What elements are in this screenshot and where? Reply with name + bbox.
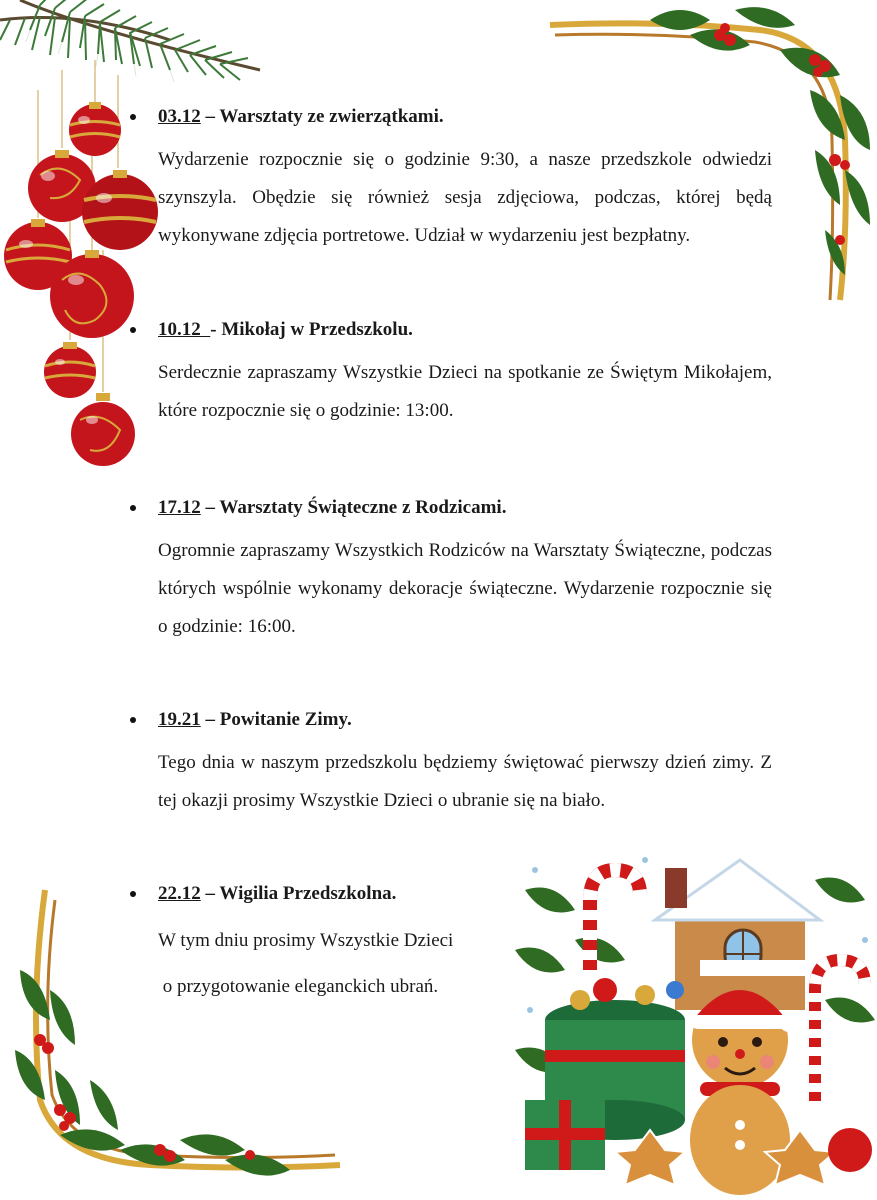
bullet-icon bbox=[130, 505, 136, 511]
event-item bbox=[130, 105, 772, 255]
bullet-icon bbox=[130, 891, 136, 897]
event-description-line: o przygotowanie eleganckich ubrań. bbox=[158, 976, 439, 997]
event-description bbox=[158, 918, 510, 1010]
event-heading bbox=[130, 105, 772, 129]
event-description-text: Serdecznie zapraszamy Wszystkie Dzieci na spotkanie ze Świętym Mikołajem, które rozpocznie się o godzinie: 13:00. bbox=[158, 362, 772, 421]
event-heading bbox=[130, 882, 510, 906]
event-heading bbox=[130, 708, 772, 732]
event-title: – Warsztaty Świąteczne z Rodzicami. bbox=[200, 497, 507, 518]
event-date: 22.12 bbox=[158, 883, 201, 904]
event-description-text: Wydarzenie rozpocznie się o godzinie 9:30, a nasze przedszkole odwiedzi szynszyla. Obędzie się również sesja zdjęciowa, podczas, której będą wykonywane zdjęcia portretowe. Udział w wydarzeniu jest bezpłatny. bbox=[158, 149, 772, 246]
bullet-icon bbox=[130, 327, 136, 333]
bullet-icon bbox=[130, 717, 136, 723]
event-description bbox=[158, 532, 772, 646]
event-item bbox=[130, 318, 772, 430]
event-title: – Wigilia Przedszkolna. bbox=[200, 883, 397, 904]
event-item bbox=[130, 708, 772, 820]
event-heading bbox=[130, 496, 772, 520]
event-date: 17.12 bbox=[158, 497, 201, 518]
event-description-text: Ogromnie zapraszamy Wszystkich Rodziców na Warsztaty Świąteczne, podczas których wspólnie wykonamy dekoracje świąteczne. Wydarzenie rozpocznie się o godzinie: 16:00. bbox=[158, 540, 772, 637]
event-description bbox=[158, 354, 772, 430]
event-item bbox=[130, 496, 772, 646]
event-date: 03.12 bbox=[158, 106, 201, 127]
event-description bbox=[158, 744, 772, 820]
event-description-line: W tym dniu prosimy Wszystkie Dzieci bbox=[158, 930, 454, 951]
event-description-text: Tego dnia w naszym przedszkolu będziemy świętować pierwszy dzień zimy. Z tej okazji prosimy Wszystkie Dzieci o ubranie się na biało. bbox=[158, 752, 772, 811]
event-title: - Mikołaj w Przedszkolu. bbox=[210, 319, 413, 340]
event-heading bbox=[130, 318, 772, 342]
event-date: 10.12 bbox=[158, 319, 211, 340]
gingerbread-christmas-illustration bbox=[515, 850, 877, 1200]
event-title: – Powitanie Zimy. bbox=[200, 709, 352, 730]
event-date: 19.21 bbox=[158, 709, 201, 730]
event-description bbox=[158, 141, 772, 255]
event-title: – Warsztaty ze zwierzątkami. bbox=[200, 106, 444, 127]
event-item bbox=[130, 882, 510, 1010]
bullet-icon bbox=[130, 114, 136, 120]
